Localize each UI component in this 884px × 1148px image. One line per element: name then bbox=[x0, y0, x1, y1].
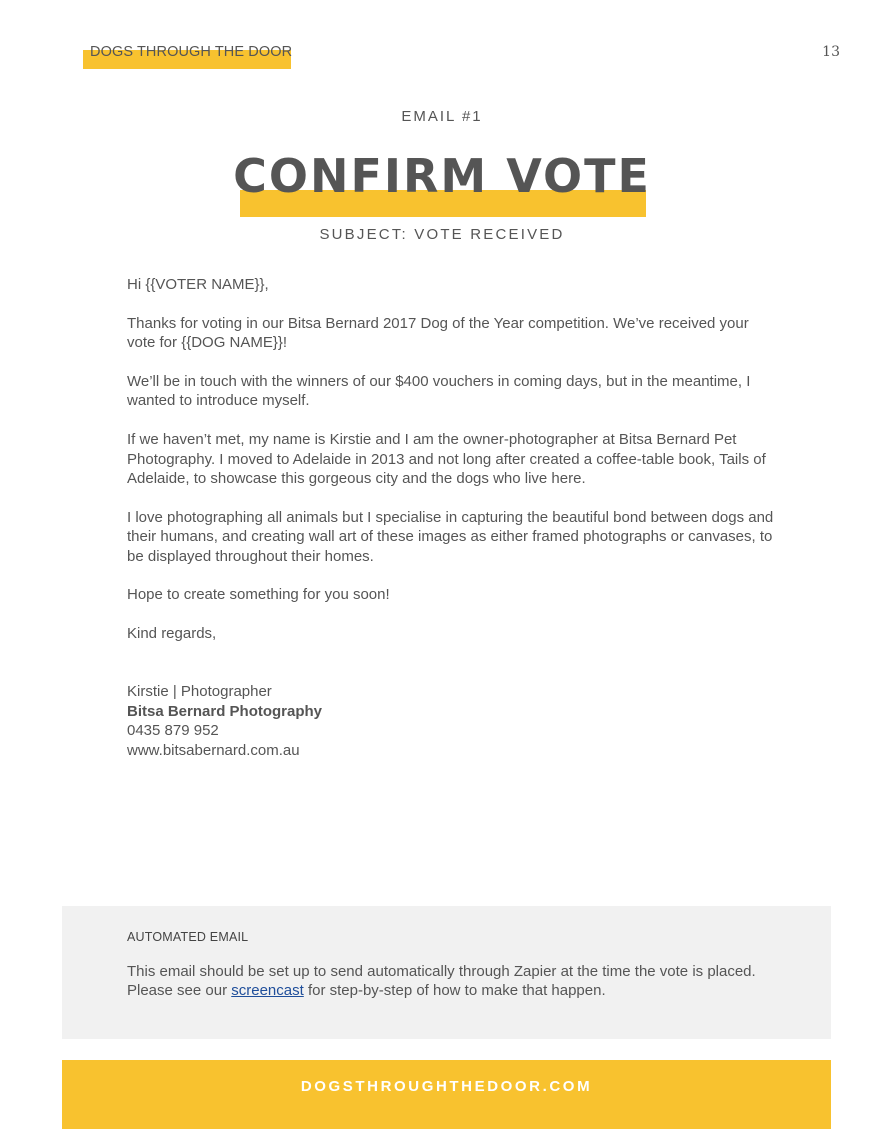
email-paragraph: We’ll be in touch with the winners of our $400 vouchers in coming days, but in the meantime, I wanted to introduce myself. bbox=[127, 373, 751, 410]
note-text-after: for step-by-step of how to make that happen. bbox=[303, 982, 606, 1000]
signature-name: Kirstie | Photographer bbox=[127, 683, 272, 701]
header-brand-text: DOGS THROUGH THE DOOR bbox=[90, 44, 293, 60]
email-greeting: Hi {{VOTER NAME}}, bbox=[127, 276, 269, 293]
page-number: 13 bbox=[822, 44, 840, 60]
signature-website: www.bitsabernard.com.au bbox=[127, 741, 300, 759]
screencast-link[interactable]: screencast bbox=[231, 982, 304, 1000]
automation-note bbox=[62, 906, 831, 1039]
note-text-before: This email should be set up to send automatically through Zapier at the time the vote is placed. Please see our bbox=[127, 963, 756, 1000]
note-text bbox=[127, 962, 767, 1001]
signature-company: Bitsa Bernard Photography bbox=[127, 702, 323, 720]
page-title: CONFIRM VOTE bbox=[233, 149, 651, 203]
title-block bbox=[0, 148, 884, 220]
email-signature bbox=[127, 682, 777, 760]
footer-bar bbox=[62, 1060, 831, 1129]
email-paragraph: If we haven’t met, my name is Kirstie and I am the owner-photographer at Bitsa Bernard Pet Photography. I moved to Adelaide in 2013 and not long after created a coffee-table book, Tails of Adelaide, to showcase this gorgeous city and the dogs who live here. bbox=[127, 431, 766, 488]
note-label: AUTOMATED EMAIL bbox=[127, 930, 249, 944]
email-paragraph: Thanks for voting in our Bitsa Bernard 2017 Dog of the Year competition. We’ve received your vote for {{DOG NAME}}! bbox=[127, 314, 749, 352]
footer-url: DOGSTHROUGHTHEDOOR.COM bbox=[300, 1078, 593, 1095]
email-number-label: EMAIL #1 bbox=[401, 108, 483, 125]
email-paragraph: I love photographing all animals but I specialise in capturing the beautiful bond between dogs and their humans, and creating wall art of these images as either framed photographs or canvases, to be displayed throughout their homes. bbox=[127, 508, 774, 565]
email-closing: Kind regards, bbox=[127, 625, 217, 643]
header-brand bbox=[83, 42, 291, 69]
email-subject: SUBJECT: VOTE RECEIVED bbox=[319, 226, 565, 243]
email-paragraph: Hope to create something for you soon! bbox=[127, 586, 390, 604]
signature-phone: 0435 879 952 bbox=[127, 722, 219, 740]
email-body bbox=[127, 275, 777, 760]
